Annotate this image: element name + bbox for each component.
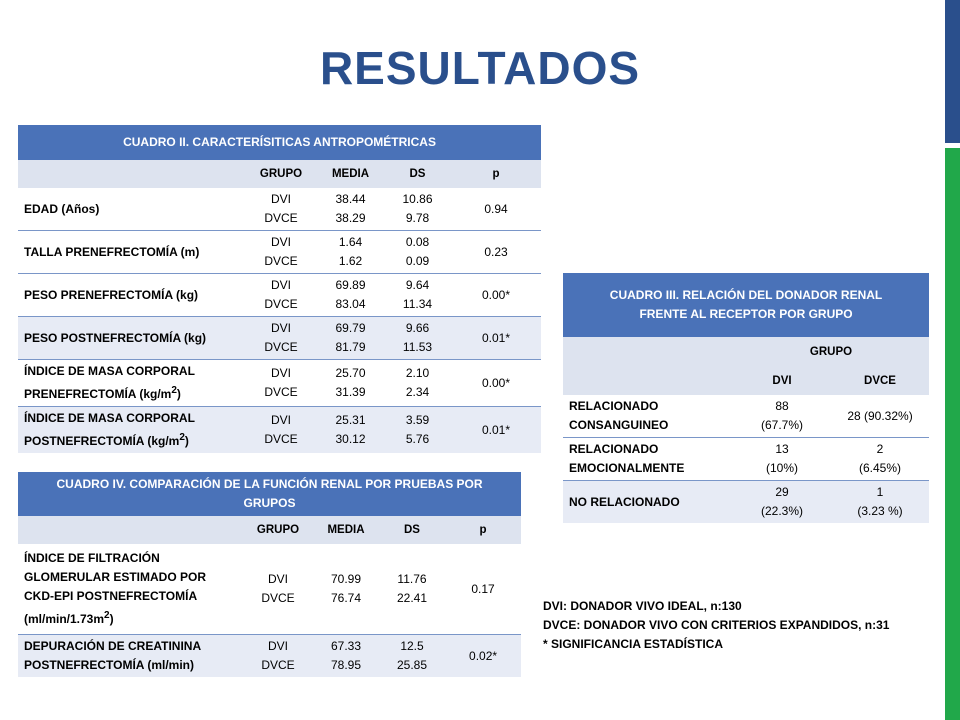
dvi-percent: (67.7%) (760, 418, 804, 432)
grupo-value: DVI (267, 572, 288, 586)
dvi-percent: (22.3%) (760, 504, 804, 518)
dvce-count: 2 (876, 442, 884, 456)
media-value: 31.39 (335, 385, 366, 399)
col-header-ds: DS (379, 516, 445, 544)
dvi-count: 88 (775, 399, 789, 413)
media-value: 81.79 (335, 340, 366, 354)
media-value: 69.79 (335, 321, 366, 335)
media-value: 69.89 (335, 278, 366, 292)
row-label-line: (ml/min/1.73m (24, 612, 105, 626)
row-label-line2: PRENEFRECTOMÍA (kg/m (24, 387, 172, 401)
ds-value: 9.64 (405, 278, 430, 292)
grupo-value: DVCE (264, 432, 298, 446)
superscript: 2 (104, 610, 110, 621)
row-label-close: ) (176, 387, 181, 401)
ds-value: 2.34 (405, 385, 430, 399)
grupo-value: DVI (267, 639, 288, 653)
media-value: 76.74 (330, 591, 362, 605)
media-value: 38.44 (335, 192, 366, 206)
table-row (18, 274, 541, 317)
row-label: TALLA PRENEFRECTOMÍA (m) (18, 231, 245, 274)
col-header-media: MEDIA (313, 516, 379, 544)
table-row (563, 481, 929, 524)
dvce-percent: (6.45%) (858, 461, 902, 475)
ds-value: 12.5 (400, 639, 424, 653)
p-value: 0.01* (451, 407, 541, 454)
col-header-p: p (445, 516, 521, 544)
table-row (563, 395, 929, 438)
col-header-grupo: GRUPO (245, 160, 317, 188)
row-label-line: POSTNEFRECTOMÍA (ml/min) (24, 658, 195, 672)
row-label: NO RELACIONADO (563, 481, 733, 524)
table-row (18, 635, 521, 678)
ds-value: 2.10 (405, 366, 430, 380)
cuadro-iv-table (18, 472, 521, 677)
grupo-value: DVCE (264, 211, 298, 225)
p-value: 0.00* (451, 274, 541, 317)
row-label: PESO POSTNEFRECTOMÍA (kg) (18, 317, 245, 360)
p-value: 0.17 (445, 544, 521, 635)
footnote-dvi: DVI: DONADOR VIVO IDEAL, n:130 (543, 599, 742, 613)
ds-value: 0.09 (405, 254, 430, 268)
col-header-media: MEDIA (317, 160, 384, 188)
grupo-value: DVCE (261, 591, 295, 605)
superscript: 2 (179, 432, 185, 443)
row-label: PESO PRENEFRECTOMÍA (kg) (18, 274, 245, 317)
col-header-p: p (451, 160, 541, 188)
ds-value: 11.76 (397, 572, 427, 586)
cuadro-iv-heading-line1: CUADRO IV. COMPARACIÓN DE LA FUNCIÓN RENAL POR PRUEBAS POR (56, 477, 483, 491)
p-value: 0.02* (445, 635, 521, 678)
col-header-ds: DS (384, 160, 451, 188)
table-row (18, 360, 541, 407)
row-label-line: GLOMERULAR ESTIMADO POR (24, 570, 206, 584)
media-value: 78.95 (330, 658, 362, 672)
media-value: 67.33 (330, 639, 362, 653)
ds-value: 25.85 (396, 658, 428, 672)
media-value: 25.31 (335, 413, 366, 427)
row-label-line1: ÍNDICE DE MASA CORPORAL (24, 411, 195, 425)
grupo-value: DVI (270, 278, 291, 292)
grupo-value: DVI (270, 235, 291, 249)
table-row (18, 317, 541, 360)
superscript: 2 (171, 385, 177, 396)
col-header-dvi: DVI (733, 367, 831, 395)
ds-value: 5.76 (405, 432, 430, 446)
grupo-value: DVCE (261, 658, 295, 672)
ds-value: 10.86 (402, 192, 433, 206)
col-header-dvce: DVCE (831, 367, 929, 395)
row-label-line1: RELACIONADO (569, 442, 659, 456)
cuadro-iii-group-label: GRUPO (733, 337, 929, 367)
dvi-percent: (10%) (765, 461, 798, 475)
dvce-percent: (3.23 %) (857, 504, 903, 518)
grupo-value: DVI (270, 413, 291, 427)
table-row (18, 188, 541, 231)
p-value: 0.01* (451, 317, 541, 360)
media-value: 1.64 (338, 235, 363, 249)
ds-value: 3.59 (405, 413, 430, 427)
ds-value: 11.53 (402, 340, 433, 354)
row-label-line2: CONSANGUINEO (569, 418, 669, 432)
row-label-close: ) (109, 612, 114, 626)
media-value: 25.70 (335, 366, 366, 380)
p-value: 0.23 (451, 231, 541, 274)
row-label-close: ) (184, 434, 189, 448)
cuadro-ii-table (18, 125, 541, 453)
row-label-line2: POSTNEFRECTOMÍA (kg/m (24, 434, 180, 448)
grupo-value: DVI (270, 321, 291, 335)
media-value: 1.62 (338, 254, 363, 268)
cuadro-ii-heading: CUADRO II. CARACTERÍSITICAS ANTROPOMÉTRICAS (18, 125, 541, 160)
cuadro-iii-heading-line2: FRENTE AL RECEPTOR POR GRUPO (639, 307, 853, 321)
table-row (18, 407, 541, 454)
ds-value: 22.41 (396, 591, 428, 605)
table-row (18, 231, 541, 274)
cuadro-ii-header-empty (18, 160, 245, 188)
dvi-count: 13 (775, 442, 789, 456)
footnote-dvce: DVCE: DONADOR VIVO CON CRITERIOS EXPANDIDOS, n:31 (543, 618, 890, 632)
ds-value: 9.66 (405, 321, 430, 335)
dvce-value: 28 (90.32%) (847, 408, 913, 423)
p-value: 0.94 (451, 188, 541, 231)
media-value: 70.99 (330, 572, 362, 586)
grupo-value: DVI (270, 192, 291, 206)
table-row (18, 544, 521, 635)
cuadro-iii-table (563, 273, 929, 523)
row-label-line1: RELACIONADO (569, 399, 659, 413)
grupo-value: DVCE (264, 254, 298, 268)
ds-value: 11.34 (402, 297, 433, 311)
media-value: 30.12 (335, 432, 366, 446)
grupo-value: DVCE (264, 385, 298, 399)
ds-value: 0.08 (405, 235, 430, 249)
cuadro-iv-heading-line2: GRUPOS (243, 496, 296, 510)
footnotes (543, 597, 889, 654)
row-label: EDAD (Años) (18, 188, 245, 231)
row-label-line2: EMOCIONALMENTE (569, 461, 685, 475)
grupo-value: DVCE (264, 340, 298, 354)
media-value: 83.04 (335, 297, 366, 311)
row-label-line: DEPURACIÓN DE CREATININA (24, 639, 202, 653)
cuadro-iii-heading-line1: CUADRO III. RELACIÓN DEL DONADOR RENAL (609, 288, 883, 302)
row-label-line: CKD-EPI POSTNEFRECTOMÍA (24, 589, 198, 603)
media-value: 38.29 (335, 211, 366, 225)
p-value: 0.00* (451, 360, 541, 407)
row-label-line1: ÍNDICE DE MASA CORPORAL (24, 364, 195, 378)
ds-value: 9.78 (405, 211, 430, 225)
accent-bar-blue (945, 0, 960, 143)
col-header-grupo: GRUPO (243, 516, 313, 544)
row-label-line: ÍNDICE DE FILTRACIÓN (24, 551, 160, 565)
dvi-count: 29 (775, 485, 789, 499)
accent-bar-green (945, 148, 960, 720)
page-title: RESULTADOS (319, 42, 641, 94)
dvce-count: 1 (876, 485, 884, 499)
grupo-value: DVCE (264, 297, 298, 311)
grupo-value: DVI (270, 366, 291, 380)
table-row (563, 438, 929, 481)
footnote-significance: * SIGNIFICANCIA ESTADÍSTICA (543, 637, 724, 651)
